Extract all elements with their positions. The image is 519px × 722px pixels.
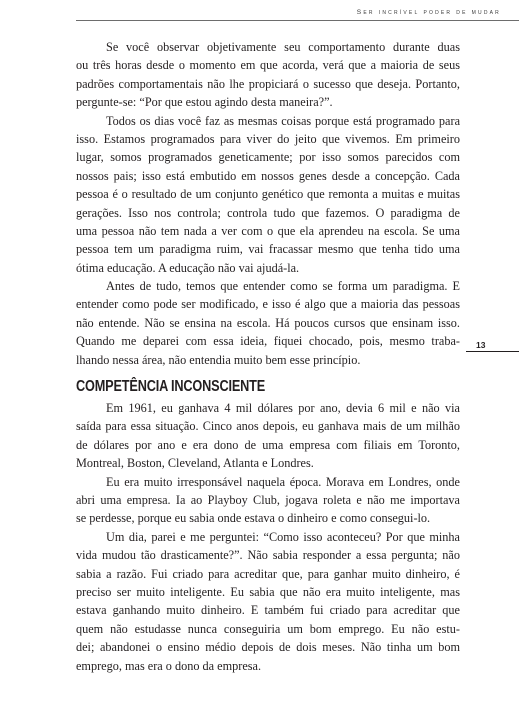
text-line: sabia a razão. Fui criado para acreditar que, para ganhar muito dinheiro, é xyxy=(76,566,460,581)
text-line: pessoa tem um paradigma ruim, vai fracassar mesmo que tenha tido uma xyxy=(76,242,460,257)
page-body xyxy=(76,38,460,675)
text-line: Montreal, Boston, Cleveland, Atlanta e Londres. xyxy=(76,456,314,471)
running-head: Ser incrível poder de mudar xyxy=(356,9,501,16)
section-heading-text: COMPETÊNCIA INCONSCIENTE xyxy=(76,378,266,396)
paragraph xyxy=(76,528,460,675)
text-line: quem não estudasse nunca conseguiria um bom emprego. Eu não estu- xyxy=(76,621,460,636)
page-number-rule xyxy=(466,351,519,352)
text-line: lugar, somos programados geneticamente; por isso somos parecidos com xyxy=(76,150,460,165)
text-line: pergunte-se: “Por que estou agindo desta maneira?”. xyxy=(76,95,333,110)
text-line: preciso ser muito inteligente. Eu sabia que não era muito inteligente, mas xyxy=(76,584,460,599)
section-heading xyxy=(76,374,391,400)
text-line: saída para essa situação. Cinco anos depois, eu ganhava mais de um milhão xyxy=(76,419,460,434)
paragraph xyxy=(76,473,460,528)
text-line: padrões comportamentais não lhe propiciará o sucesso que deseja. Portanto, xyxy=(76,76,460,91)
page-number: 13 xyxy=(476,340,486,350)
paragraph xyxy=(76,399,460,473)
text-line: abri uma empresa. Ia ao Playboy Club, jogava roleta e não me importava xyxy=(76,492,460,507)
text-line: Todos os dias você faz as mesmas coisas porque está programado para xyxy=(106,113,460,128)
text-line: estava ganhando muito dinheiro. E também fui criado para acreditar que xyxy=(76,603,460,618)
paragraph xyxy=(76,38,460,112)
text-line: não entende. Não se ensina na escola. Há poucos cursos que ensinam isso. xyxy=(76,315,460,330)
text-line: de dólares por ano e era dono de uma empresa com filiais em Toronto, xyxy=(76,437,460,452)
text-line: ou três horas desde o momento em que acorda, verá que a maioria de seus xyxy=(76,58,460,73)
paragraph xyxy=(76,112,460,278)
text-line: Antes de tudo, temos que entender como se forma um paradigma. E xyxy=(106,279,460,294)
text-line: Um dia, parei e me perguntei: “Como isso aconteceu? Por que minha xyxy=(106,529,460,544)
text-line: entender como pode ser modificado, e isso é algo que a maioria das pessoas xyxy=(76,297,460,312)
text-line: lhando nessa área, não entendia muito bem esse princípio. xyxy=(76,352,361,367)
header-rule xyxy=(76,20,519,21)
paragraph xyxy=(76,277,460,369)
text-line: se perdesse, porque eu sabia onde estava o dinheiro e como consegui-lo. xyxy=(76,511,431,526)
text-line: Quando me deparei com essa ideia, fiquei chocado, pois, mesmo traba- xyxy=(76,334,460,349)
text-line: ótima educação. A educação não vai ajudá-la. xyxy=(76,260,300,275)
text-line: emprego, mas era o dono da empresa. xyxy=(76,658,262,673)
text-line: uma pessoa não tem nada a ver com o que ela aprendeu na escola. Se uma xyxy=(76,223,460,238)
text-line: Se você observar objetivamente seu comportamento durante duas xyxy=(106,40,460,54)
text-line: Em 1961, eu ganhava 4 mil dólares por ano, devia 6 mil e não via xyxy=(106,401,460,416)
text-line: isso. Estamos programados para viver do jeito que vivemos. Em primeiro xyxy=(76,131,460,146)
text-line: dei; abandonei o ensino médio depois de dois meses. Não tinha um bom xyxy=(76,640,460,655)
text-line: pessoa é o resultado de um conjunto genético que remonta a muitas e muitas xyxy=(76,187,460,202)
text-line: vida mudou tão drasticamente?”. Não sabia responder a essa pergunta; não xyxy=(76,548,460,563)
text-line: nossos pais; isso está embutido em nossos genes desde a concepção. Cada xyxy=(76,168,460,183)
text-line: Eu era muito irresponsável naquela época. Morava em Londres, onde xyxy=(106,474,460,489)
text-line: gerações. Isso nos controla; controla tudo que fazemos. O paradigma de xyxy=(76,205,460,220)
